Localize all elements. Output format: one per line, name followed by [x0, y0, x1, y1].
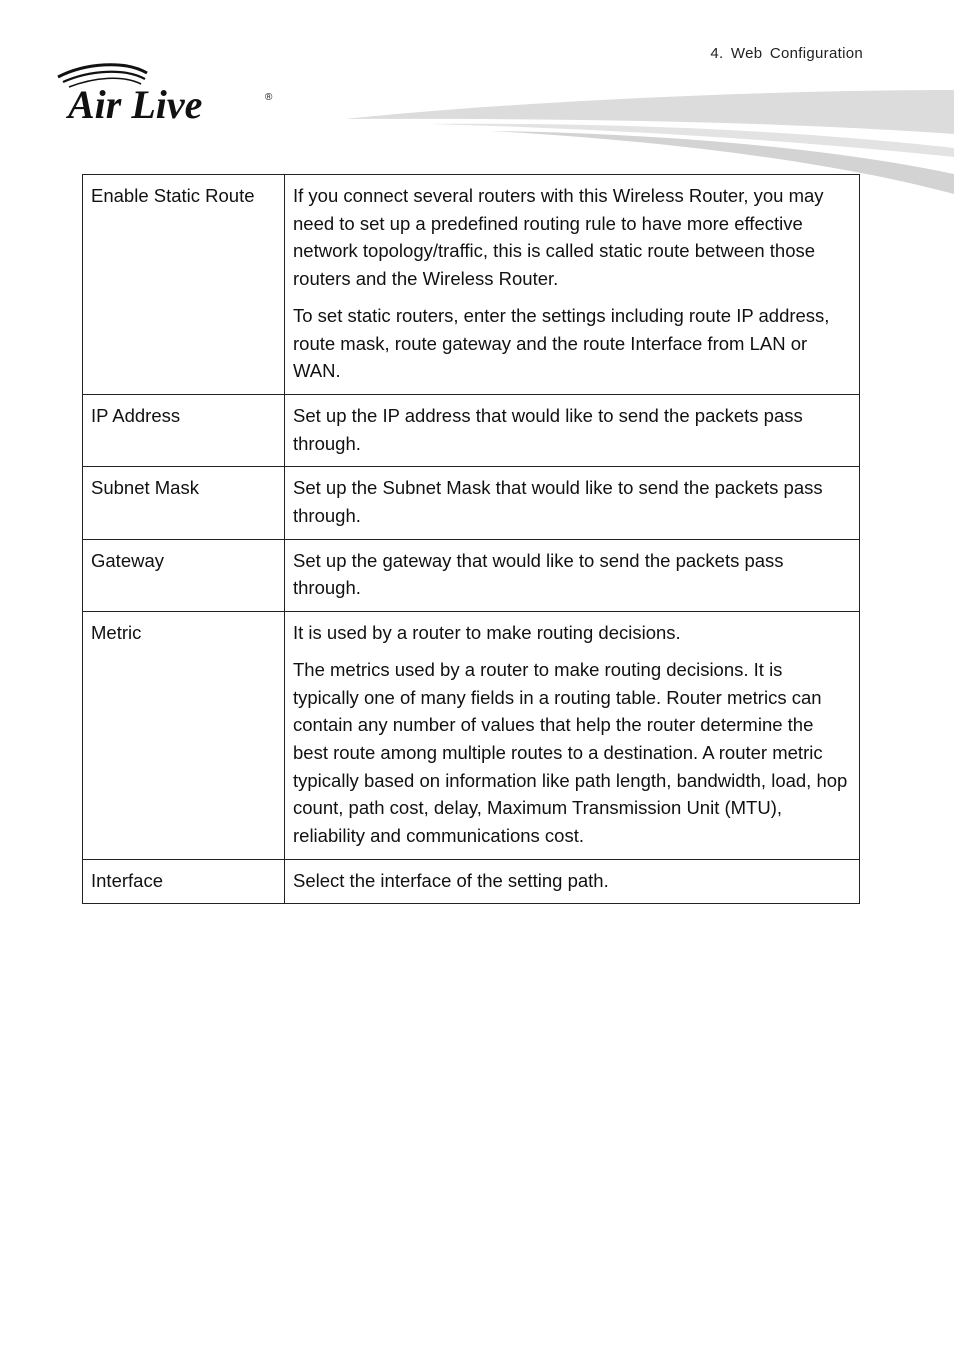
- setting-description: [285, 859, 860, 904]
- table-row: [83, 539, 860, 611]
- static-route-settings-table: [82, 174, 860, 904]
- registered-mark: ®: [265, 92, 273, 103]
- setting-description: [285, 467, 860, 539]
- description-paragraph: It is used by a router to make routing decisions.: [293, 622, 681, 644]
- setting-name: Metric: [83, 612, 285, 860]
- table-row: [83, 175, 860, 395]
- setting-name: Enable Static Route: [83, 175, 285, 395]
- setting-name: Interface: [83, 859, 285, 904]
- section-header: 4. Web Configuration: [710, 45, 863, 62]
- description-paragraph: Set up the gateway that would like to send the packets pass through.: [293, 549, 784, 599]
- description-paragraph: Select the interface of the setting path.: [293, 869, 609, 891]
- table-row: [83, 467, 860, 539]
- setting-name: Gateway: [83, 539, 285, 611]
- description-paragraph: The metrics used by a router to make routing decisions. It is typically one of many fields in a routing table. Router metrics can contain any number of values that help the router determine the best route among multiple routes to a destination. A router metric typically based on information like path length, bandwidth, load, hop count, path cost, delay, Maximum Transmission Unit (MTU), reliability and communications cost.: [293, 658, 848, 847]
- table-row: [83, 394, 860, 466]
- description-paragraph: Set up the IP address that would like to send the packets pass through.: [293, 404, 803, 454]
- setting-description: [285, 612, 860, 860]
- description-paragraph: If you connect several routers with this Wireless Router, you may need to set up a predefined routing rule to have more effective network topology/traffic, this is called static route between those routers and the Wireless Router.: [293, 185, 824, 290]
- setting-description: [285, 394, 860, 466]
- table-row: [83, 612, 860, 860]
- logo-text: Air Live: [68, 82, 203, 126]
- setting-description: [285, 175, 860, 395]
- description-paragraph: Set up the Subnet Mask that would like to send the packets pass through.: [293, 477, 823, 527]
- setting-description: [285, 539, 860, 611]
- description-paragraph: To set static routers, enter the settings including route IP address, route mask, route gateway and the route Interface from LAN or WAN.: [293, 304, 830, 382]
- setting-name: IP Address: [83, 394, 285, 466]
- airlive-logo: [55, 60, 285, 126]
- table-row: [83, 859, 860, 904]
- setting-name: Subnet Mask: [83, 467, 285, 539]
